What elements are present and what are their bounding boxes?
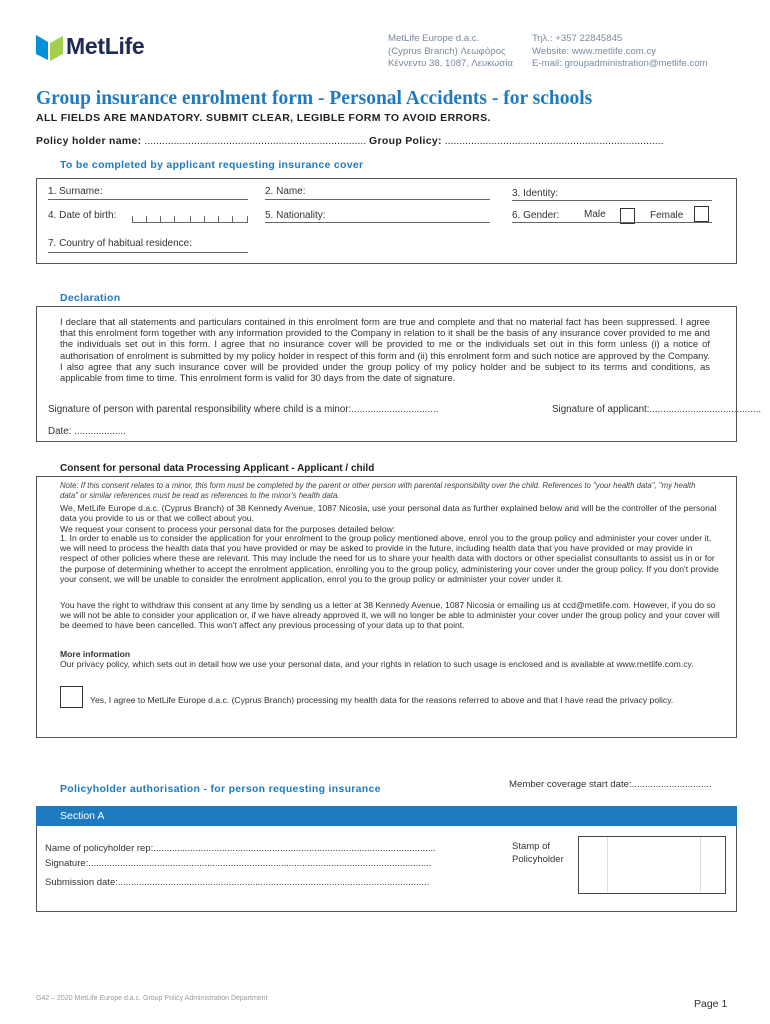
gender-label: 6. Gender: bbox=[512, 210, 560, 221]
form-subtitle: ALL FIELDS ARE MANDATORY. SUBMIT CLEAR, LEGIBLE FORM TO AVOID ERRORS. bbox=[36, 112, 491, 124]
stamp-label: Stamp of Policyholder bbox=[512, 841, 564, 865]
nationality-label: 5. Nationality: bbox=[265, 210, 326, 221]
authorisation-heading: Policyholder authorisation - for person requesting insurance bbox=[60, 783, 381, 795]
group-policy-field[interactable]: ........................................................................... bbox=[444, 135, 664, 147]
name-label: 2. Name: bbox=[265, 186, 306, 197]
dob-input[interactable] bbox=[132, 216, 248, 223]
stamp-box[interactable] bbox=[578, 836, 726, 894]
applicant-signature-field[interactable]: Signature of applicant:......................................... bbox=[552, 404, 762, 415]
parent-signature-field[interactable]: Signature of person with parental responsibility where child is a minor:................................ bbox=[48, 404, 439, 415]
address-line: (Cyprus Branch) Λεωφόρος bbox=[388, 45, 506, 57]
company-contact bbox=[532, 33, 708, 71]
country-label: 7. Country of habitual residence: bbox=[48, 238, 192, 249]
dob-label: 4. Date of birth: bbox=[48, 210, 117, 221]
address-line: MetLife Europe d.a.c. bbox=[388, 33, 480, 44]
page-number: Page 1 bbox=[694, 998, 728, 1010]
section-a-header bbox=[36, 806, 737, 826]
consent-paragraph-3: 1. In order to enable us to consider the application for your enrolment to the group policy mentioned above, enrol you to the group policy and administer your cover under it, we will need to process the health data that you have provided or may be asked to provide in the future, including health data that you have provided or may provide in respect of other policies where these are relevant. This may include the need for us to share your health data with doctors or other specialist consultants to assist us in or for the purpose of determining whether to accept the enrolment application, enrolling you to the group policy, administering your cover under the group policy. If you don't provide your consent, we will be unable to consider the enrolment application, enrol you to the group policy or administer your cover under it. bbox=[60, 533, 719, 584]
consent-heading: Consent for personal data Processing Applicant - Applicant / child bbox=[60, 463, 375, 474]
female-checkbox[interactable] bbox=[694, 206, 709, 222]
applicant-section-heading: To be completed by applicant requesting insurance cover bbox=[60, 159, 364, 171]
more-info-text: Our privacy policy, which sets out in detail how we use your personal data, and your rights in relation to such usage is enclosed and is available at www.metlife.com.cy. bbox=[60, 659, 694, 669]
female-label: Female bbox=[650, 210, 684, 221]
surname-label: 1. Surname: bbox=[48, 186, 103, 197]
email-link[interactable]: E-mail: groupadministration@metlife.com bbox=[532, 58, 708, 69]
group-policy-label: Group Policy: bbox=[369, 135, 442, 147]
section-a-label: Section A bbox=[60, 810, 105, 822]
policyholder-rep-field[interactable]: Name of policyholder rep:........................................................................................................... bbox=[45, 843, 436, 854]
policy-holder-label: Policy holder name: bbox=[36, 135, 142, 147]
consent-note: Note: If this consent relates to a minor, this form must be completed by the parent or other person with parental responsibility over the child. References to "your health data", "my health data" or similar references must be read as references to the minor's health data. bbox=[60, 481, 696, 500]
company-address bbox=[388, 33, 513, 71]
declaration-date-field[interactable]: Date: ................... bbox=[48, 426, 126, 437]
coverage-start-date-field[interactable]: Member coverage start date:.............................. bbox=[509, 779, 712, 790]
consent-paragraph-1: We, MetLife Europe d.a.c. (Cyprus Branch) of 38 Kennedy Avenue, 1087 Nicosia, use your personal data as further explained below and will be the controller of the personal data you provide to us or that we collect about you. bbox=[60, 503, 717, 524]
surname-input[interactable] bbox=[48, 199, 248, 200]
website-link[interactable]: Website: www.metlife.com.cy bbox=[532, 45, 657, 57]
consent-agree-checkbox[interactable] bbox=[60, 686, 83, 708]
policy-holder-field[interactable]: ............................................................................ bbox=[144, 135, 367, 147]
identity-input[interactable] bbox=[512, 200, 712, 201]
gender-underline bbox=[512, 222, 712, 223]
declaration-text: I declare that all statements and particulars contained in this enrolment form are true and complete and that no material fact has been suppressed. I agree that this enrolment form together with any information provided to the Company in relation to it shall be the basis of any insurance cover provided to me and the individuals set out in this form. I agree that no insurance cover will be provided to me or the individuals set out in this form unless (i) a notice of authorisation of enrolment is submitted by my policy holder in respect of this form and (ii) this enrolment form and such notice are approved by the Company. I also agree that any such insurance cover will be provided under the group policy of my policy holder and be subject to its terms and conditions, as applicable from time to time. This enrolment form is valid for 30 days from the date of signature. bbox=[60, 316, 710, 384]
country-input[interactable] bbox=[48, 252, 248, 253]
consent-agree-text: Yes, I agree to MetLife Europe d.a.c. (Cyprus Branch) processing my health data for the reasons referred to above and that I have read the privacy policy. bbox=[90, 695, 674, 705]
male-label: Male bbox=[584, 209, 606, 220]
address-line: Κέννεντυ 38, 1087, Λευκωσία bbox=[388, 58, 513, 69]
nationality-input[interactable] bbox=[265, 222, 490, 223]
policyholder-signature-field[interactable]: Signature:.................................................................................................................................. bbox=[45, 858, 432, 869]
policy-line bbox=[36, 135, 664, 147]
identity-label: 3. Identity: bbox=[512, 188, 559, 199]
submission-date-field[interactable]: Submission date:...................................................................................................................... bbox=[45, 877, 430, 888]
consent-paragraph-4: You have the right to withdraw this consent at any time by sending us a letter at 38 Kennedy Avenue, 1087 Nicosia or emailing us at ccd@metlife.com. However, if you do so we will not be able to consider your application or, if we have already approved it, we will no longer be able to administer your cover under the group policy and your cover will be deemed to have been cancelled. This won't affect any previous processing of your data up to that point. bbox=[60, 600, 720, 631]
phone-text: Τηλ.: +357 22845845 bbox=[532, 33, 623, 44]
declaration-heading: Declaration bbox=[60, 292, 121, 304]
form-title: Group insurance enrolment form - Personal Accidents - for schools bbox=[36, 88, 593, 109]
footer-text: G42 – 2020 MetLife Europe d.a.c. Group Policy Administration Department bbox=[36, 995, 268, 1002]
name-input[interactable] bbox=[265, 199, 490, 200]
logo-text: MetLife bbox=[66, 33, 145, 59]
consent-paragraph-2: We request your consent to process your personal data for the purposes detailed below: bbox=[60, 524, 396, 534]
more-info-heading: More information bbox=[60, 649, 131, 659]
